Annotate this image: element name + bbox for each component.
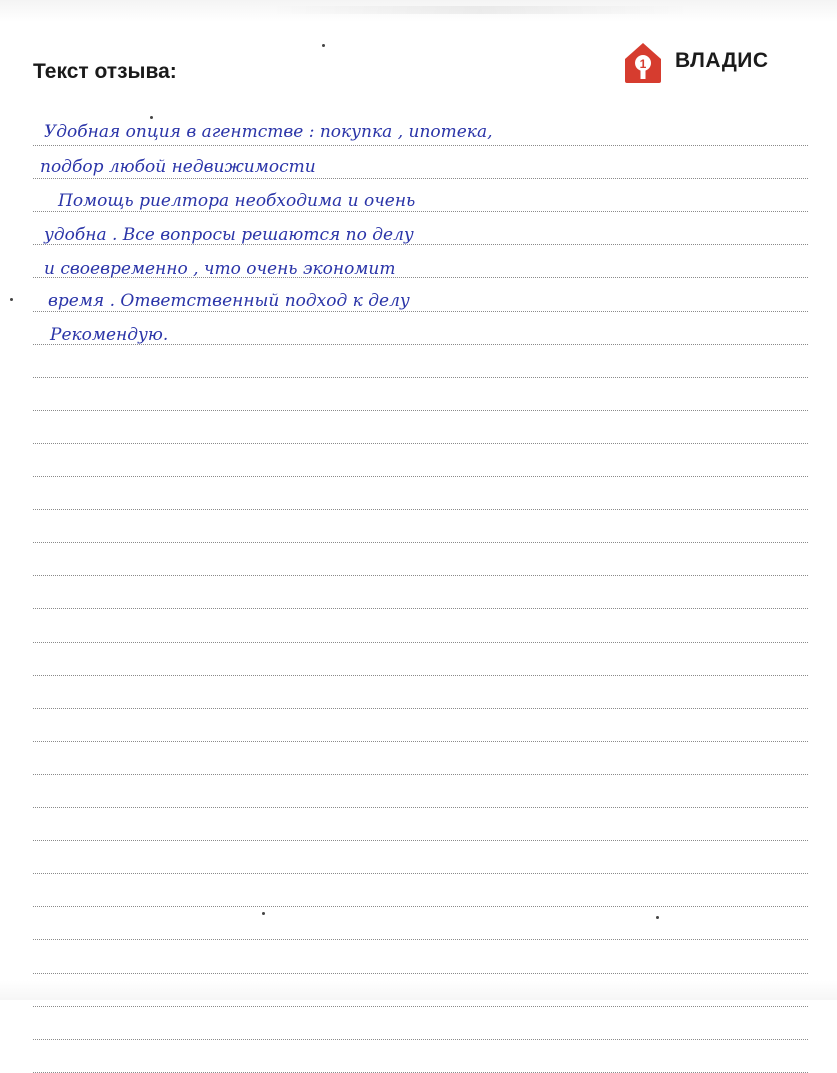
- handwritten-line: подбор любой недвижимости: [40, 157, 316, 177]
- paper-speck: [10, 298, 13, 301]
- paper-speck: [262, 912, 265, 915]
- handwritten-line: время . Ответственный подход к делу: [48, 291, 410, 311]
- paper-speck: [150, 116, 153, 119]
- handwritten-line: удобна . Все вопросы решаются по делу: [44, 225, 414, 245]
- handwritten-line: Помощь риелтора необходима и очень: [58, 191, 416, 211]
- brand-name: ВЛАДИС: [675, 49, 769, 72]
- ruled-line: [33, 1039, 808, 1040]
- review-title: Текст отзыва:: [33, 60, 177, 83]
- brand-mark: 1: [639, 57, 647, 71]
- paper-speck: [322, 44, 325, 47]
- handwritten-line: Рекомендую.: [50, 325, 169, 345]
- handwritten-line: Удобная опция в агентстве : покупка , ипотека,: [44, 122, 493, 142]
- paper-speck: [656, 916, 659, 919]
- ruled-line: [33, 1006, 808, 1007]
- handwritten-line: и своевременно , что очень экономит: [44, 259, 396, 279]
